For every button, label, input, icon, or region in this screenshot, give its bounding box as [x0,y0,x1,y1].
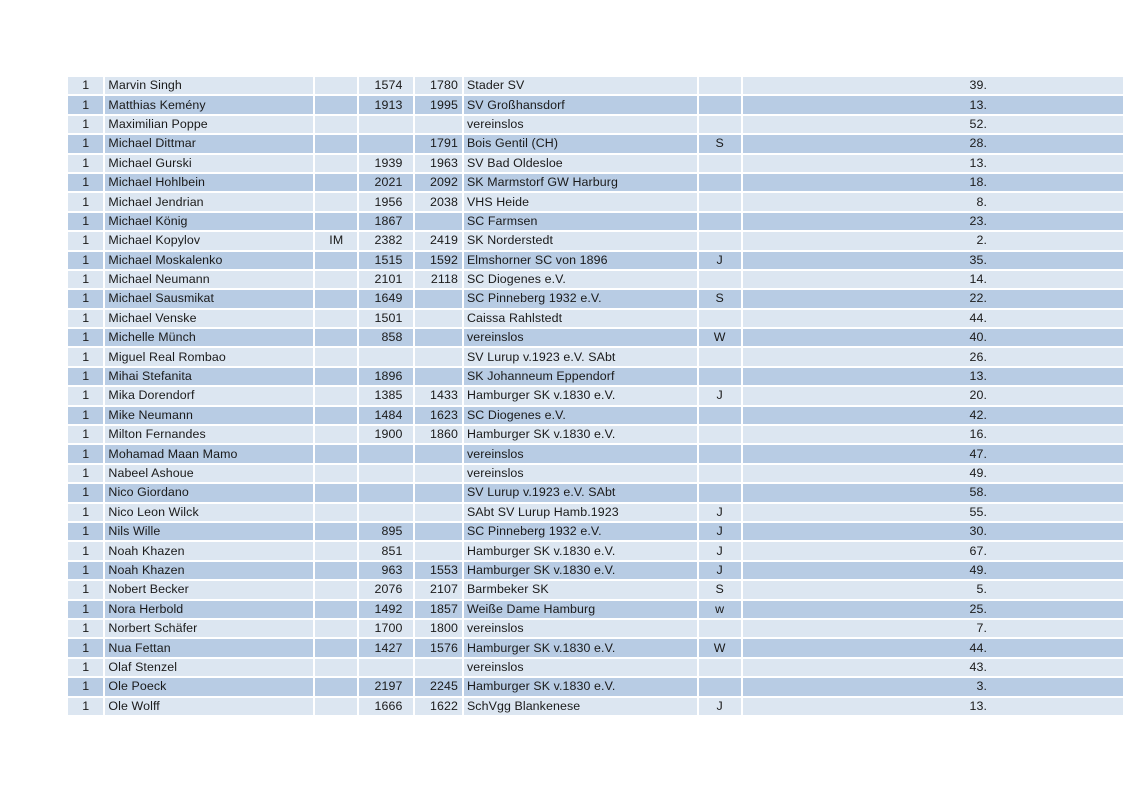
rank-cell: 13. [743,368,1123,385]
rank-cell: 13. [743,698,1123,715]
player-name-cell: Michael König [105,213,313,230]
title-cell [315,348,357,365]
dwz-rating-cell [359,484,412,501]
title-cell [315,271,357,288]
title-cell [315,542,357,559]
category-cell [699,426,741,443]
round-cell: 1 [68,252,103,269]
category-cell [699,310,741,327]
round-cell: 1 [68,271,103,288]
rank-cell: 44. [743,639,1123,656]
round-cell: 1 [68,601,103,618]
elo-rating-cell: 1800 [415,620,462,637]
elo-rating-cell: 1791 [415,135,462,152]
club-cell: Elmshorner SC von 1896 [464,252,697,269]
club-cell: Hamburger SK v.1830 e.V. [464,678,697,695]
player-name-cell: Michael Neumann [105,271,313,288]
player-name-cell: Milton Fernandes [105,426,313,443]
rank-cell: 8. [743,193,1123,210]
table-row [68,698,1123,715]
title-cell [315,116,357,133]
table-row [68,504,1123,521]
rank-cell: 58. [743,484,1123,501]
elo-rating-cell [415,368,462,385]
table-row [68,193,1123,210]
title-cell [315,484,357,501]
title-cell [315,252,357,269]
elo-rating-cell: 2245 [415,678,462,695]
rank-cell: 30. [743,523,1123,540]
dwz-rating-cell [359,445,412,462]
rank-cell: 47. [743,445,1123,462]
dwz-rating-cell [359,504,412,521]
club-cell: Hamburger SK v.1830 e.V. [464,639,697,656]
club-cell: vereinslos [464,116,697,133]
table-row [68,116,1123,133]
player-name-cell: Mihai Stefanita [105,368,313,385]
dwz-rating-cell: 1484 [359,407,412,424]
table-row [68,601,1123,618]
elo-rating-cell: 1995 [415,96,462,113]
dwz-rating-cell [359,135,412,152]
title-cell [315,581,357,598]
table-row [68,290,1123,307]
rank-cell: 44. [743,310,1123,327]
category-cell [699,213,741,230]
player-name-cell: Noah Khazen [105,562,313,579]
round-cell: 1 [68,290,103,307]
club-cell: Hamburger SK v.1830 e.V. [464,562,697,579]
table-row [68,155,1123,172]
round-cell: 1 [68,387,103,404]
dwz-rating-cell: 1956 [359,193,412,210]
elo-rating-cell: 1592 [415,252,462,269]
player-name-cell: Nua Fettan [105,639,313,656]
dwz-rating-cell: 2021 [359,174,412,191]
table-row [68,620,1123,637]
club-cell: SC Farmsen [464,213,697,230]
title-cell [315,368,357,385]
round-cell: 1 [68,348,103,365]
dwz-rating-cell: 858 [359,329,412,346]
club-cell: SV Bad Oldesloe [464,155,697,172]
elo-rating-cell: 2092 [415,174,462,191]
category-cell: W [699,639,741,656]
category-cell [699,678,741,695]
dwz-rating-cell: 1913 [359,96,412,113]
table-row [68,77,1123,94]
category-cell: S [699,581,741,598]
club-cell: SV Lurup v.1923 e.V. SAbt [464,348,697,365]
rank-cell: 42. [743,407,1123,424]
club-cell: Bois Gentil (CH) [464,135,697,152]
club-cell: Hamburger SK v.1830 e.V. [464,426,697,443]
round-cell: 1 [68,174,103,191]
player-name-cell: Ole Poeck [105,678,313,695]
elo-rating-cell [415,213,462,230]
title-cell [315,678,357,695]
table-row [68,368,1123,385]
category-cell [699,484,741,501]
elo-rating-cell [415,290,462,307]
table-row [68,271,1123,288]
title-cell [315,96,357,113]
rank-cell: 49. [743,465,1123,482]
dwz-rating-cell: 2076 [359,581,412,598]
dwz-rating-cell: 1700 [359,620,412,637]
title-cell [315,329,357,346]
elo-rating-cell [415,484,462,501]
dwz-rating-cell: 851 [359,542,412,559]
table-row [68,484,1123,501]
club-cell: Weiße Dame Hamburg [464,601,697,618]
dwz-rating-cell: 1515 [359,252,412,269]
player-name-cell: Nils Wille [105,523,313,540]
dwz-rating-cell: 1501 [359,310,412,327]
dwz-rating-cell [359,659,412,676]
table-row [68,659,1123,676]
rank-cell: 52. [743,116,1123,133]
player-name-cell: Noah Khazen [105,542,313,559]
category-cell [699,193,741,210]
category-cell [699,348,741,365]
round-cell: 1 [68,135,103,152]
title-cell [315,562,357,579]
dwz-rating-cell: 1649 [359,290,412,307]
category-cell [699,232,741,249]
dwz-rating-cell: 1939 [359,155,412,172]
rank-cell: 23. [743,213,1123,230]
dwz-rating-cell [359,465,412,482]
elo-rating-cell: 1780 [415,77,462,94]
club-cell: SC Pinneberg 1932 e.V. [464,523,697,540]
category-cell: J [699,504,741,521]
table-row [68,407,1123,424]
dwz-rating-cell: 1896 [359,368,412,385]
table-row [68,445,1123,462]
player-name-cell: Nico Leon Wilck [105,504,313,521]
rank-cell: 55. [743,504,1123,521]
title-cell [315,601,357,618]
club-cell: vereinslos [464,620,697,637]
rank-cell: 49. [743,562,1123,579]
club-cell: VHS Heide [464,193,697,210]
player-name-cell: Michael Moskalenko [105,252,313,269]
club-cell: SC Diogenes e.V. [464,271,697,288]
elo-rating-cell: 1553 [415,562,462,579]
rank-cell: 39. [743,77,1123,94]
table-row [68,252,1123,269]
dwz-rating-cell: 1492 [359,601,412,618]
round-cell: 1 [68,329,103,346]
table-row [68,562,1123,579]
title-cell [315,639,357,656]
rank-cell: 22. [743,290,1123,307]
title-cell [315,620,357,637]
dwz-rating-cell: 1867 [359,213,412,230]
player-name-cell: Michael Venske [105,310,313,327]
title-cell [315,155,357,172]
dwz-rating-cell: 1574 [359,77,412,94]
club-cell: Stader SV [464,77,697,94]
category-cell [699,659,741,676]
dwz-rating-cell: 1427 [359,639,412,656]
elo-rating-cell [415,523,462,540]
club-cell: Barmbeker SK [464,581,697,598]
club-cell: vereinslos [464,659,697,676]
rank-cell: 14. [743,271,1123,288]
category-cell: W [699,329,741,346]
round-cell: 1 [68,426,103,443]
category-cell: S [699,290,741,307]
elo-rating-cell: 1860 [415,426,462,443]
rank-cell: 5. [743,581,1123,598]
title-cell [315,445,357,462]
elo-rating-cell [415,348,462,365]
category-cell: J [699,542,741,559]
round-cell: 1 [68,116,103,133]
player-name-cell: Marvin Singh [105,77,313,94]
table-row [68,310,1123,327]
round-cell: 1 [68,581,103,598]
title-cell [315,523,357,540]
round-cell: 1 [68,213,103,230]
title-cell [315,174,357,191]
elo-rating-cell: 1433 [415,387,462,404]
category-cell: S [699,135,741,152]
title-cell [315,659,357,676]
club-cell: Caissa Rahlstedt [464,310,697,327]
table-row [68,581,1123,598]
round-cell: 1 [68,77,103,94]
category-cell [699,77,741,94]
player-name-cell: Nobert Becker [105,581,313,598]
table-row [68,465,1123,482]
club-cell: vereinslos [464,329,697,346]
category-cell: J [699,562,741,579]
dwz-rating-cell: 2197 [359,678,412,695]
title-cell [315,407,357,424]
title-cell [315,310,357,327]
round-cell: 1 [68,484,103,501]
category-cell [699,271,741,288]
round-cell: 1 [68,232,103,249]
title-cell [315,465,357,482]
player-name-cell: Matthias Kemény [105,96,313,113]
dwz-rating-cell [359,348,412,365]
elo-rating-cell: 2107 [415,581,462,598]
category-cell [699,174,741,191]
title-cell [315,213,357,230]
category-cell [699,620,741,637]
dwz-rating-cell [359,116,412,133]
club-cell: SK Johanneum Eppendorf [464,368,697,385]
title-cell [315,504,357,521]
results-table-body [68,77,1123,715]
player-name-cell: Olaf Stenzel [105,659,313,676]
elo-rating-cell: 1963 [415,155,462,172]
club-cell: Hamburger SK v.1830 e.V. [464,387,697,404]
table-row [68,96,1123,113]
club-cell: SK Marmstorf GW Harburg [464,174,697,191]
player-name-cell: Michael Dittmar [105,135,313,152]
elo-rating-cell: 1622 [415,698,462,715]
category-cell: J [699,252,741,269]
player-name-cell: Mike Neumann [105,407,313,424]
table-row [68,678,1123,695]
title-cell [315,193,357,210]
category-cell [699,465,741,482]
round-cell: 1 [68,310,103,327]
round-cell: 1 [68,523,103,540]
round-cell: 1 [68,678,103,695]
rank-cell: 7. [743,620,1123,637]
player-name-cell: Miguel Real Rombao [105,348,313,365]
player-name-cell: Michael Jendrian [105,193,313,210]
elo-rating-cell: 1857 [415,601,462,618]
club-cell: SV Großhansdorf [464,96,697,113]
club-cell: SK Norderstedt [464,232,697,249]
player-name-cell: Michelle Münch [105,329,313,346]
dwz-rating-cell: 1666 [359,698,412,715]
elo-rating-cell [415,542,462,559]
rank-cell: 2. [743,232,1123,249]
round-cell: 1 [68,542,103,559]
dwz-rating-cell: 2382 [359,232,412,249]
title-cell [315,77,357,94]
player-name-cell: Nico Giordano [105,484,313,501]
rank-cell: 25. [743,601,1123,618]
category-cell [699,407,741,424]
title-cell [315,698,357,715]
round-cell: 1 [68,620,103,637]
table-row [68,232,1123,249]
dwz-rating-cell: 1385 [359,387,412,404]
elo-rating-cell [415,659,462,676]
player-name-cell: Mohamad Maan Mamo [105,445,313,462]
table-row [68,329,1123,346]
rank-cell: 13. [743,155,1123,172]
title-cell: IM [315,232,357,249]
elo-rating-cell: 2118 [415,271,462,288]
club-cell: SV Lurup v.1923 e.V. SAbt [464,484,697,501]
round-cell: 1 [68,659,103,676]
table-row [68,174,1123,191]
elo-rating-cell: 1576 [415,639,462,656]
title-cell [315,387,357,404]
category-cell [699,96,741,113]
club-cell: Hamburger SK v.1830 e.V. [464,542,697,559]
elo-rating-cell: 2419 [415,232,462,249]
club-cell: SC Pinneberg 1932 e.V. [464,290,697,307]
player-name-cell: Maximilian Poppe [105,116,313,133]
table-row [68,387,1123,404]
rank-cell: 43. [743,659,1123,676]
rank-cell: 3. [743,678,1123,695]
table-row [68,542,1123,559]
dwz-rating-cell: 1900 [359,426,412,443]
round-cell: 1 [68,96,103,113]
category-cell [699,368,741,385]
rank-cell: 67. [743,542,1123,559]
category-cell: w [699,601,741,618]
title-cell [315,290,357,307]
rank-cell: 28. [743,135,1123,152]
rank-cell: 18. [743,174,1123,191]
category-cell: J [699,698,741,715]
title-cell [315,426,357,443]
table-row [68,639,1123,656]
round-cell: 1 [68,698,103,715]
title-cell [315,135,357,152]
round-cell: 1 [68,504,103,521]
elo-rating-cell [415,116,462,133]
round-cell: 1 [68,407,103,424]
table-row [68,348,1123,365]
club-cell: vereinslos [464,465,697,482]
player-name-cell: Michael Kopylov [105,232,313,249]
elo-rating-cell [415,445,462,462]
elo-rating-cell [415,504,462,521]
round-cell: 1 [68,368,103,385]
round-cell: 1 [68,639,103,656]
player-name-cell: Norbert Schäfer [105,620,313,637]
rank-cell: 40. [743,329,1123,346]
elo-rating-cell: 2038 [415,193,462,210]
player-name-cell: Michael Sausmikat [105,290,313,307]
round-cell: 1 [68,193,103,210]
player-name-cell: Nabeel Ashoue [105,465,313,482]
player-name-cell: Nora Herbold [105,601,313,618]
table-row [68,135,1123,152]
table-row [68,213,1123,230]
results-table [66,75,1123,717]
round-cell: 1 [68,445,103,462]
table-row [68,426,1123,443]
round-cell: 1 [68,155,103,172]
club-cell: SchVgg Blankenese [464,698,697,715]
category-cell: J [699,523,741,540]
player-name-cell: Mika Dorendorf [105,387,313,404]
round-cell: 1 [68,465,103,482]
dwz-rating-cell: 895 [359,523,412,540]
elo-rating-cell [415,465,462,482]
club-cell: SC Diogenes e.V. [464,407,697,424]
player-name-cell: Michael Gurski [105,155,313,172]
elo-rating-cell [415,329,462,346]
rank-cell: 26. [743,348,1123,365]
rank-cell: 16. [743,426,1123,443]
rank-cell: 13. [743,96,1123,113]
elo-rating-cell [415,310,462,327]
category-cell: J [699,387,741,404]
rank-cell: 20. [743,387,1123,404]
dwz-rating-cell: 963 [359,562,412,579]
player-name-cell: Michael Hohlbein [105,174,313,191]
club-cell: SAbt SV Lurup Hamb.1923 [464,504,697,521]
player-name-cell: Ole Wolff [105,698,313,715]
club-cell: vereinslos [464,445,697,462]
category-cell [699,445,741,462]
category-cell [699,116,741,133]
dwz-rating-cell: 2101 [359,271,412,288]
category-cell [699,155,741,172]
rank-cell: 35. [743,252,1123,269]
elo-rating-cell: 1623 [415,407,462,424]
table-row [68,523,1123,540]
round-cell: 1 [68,562,103,579]
